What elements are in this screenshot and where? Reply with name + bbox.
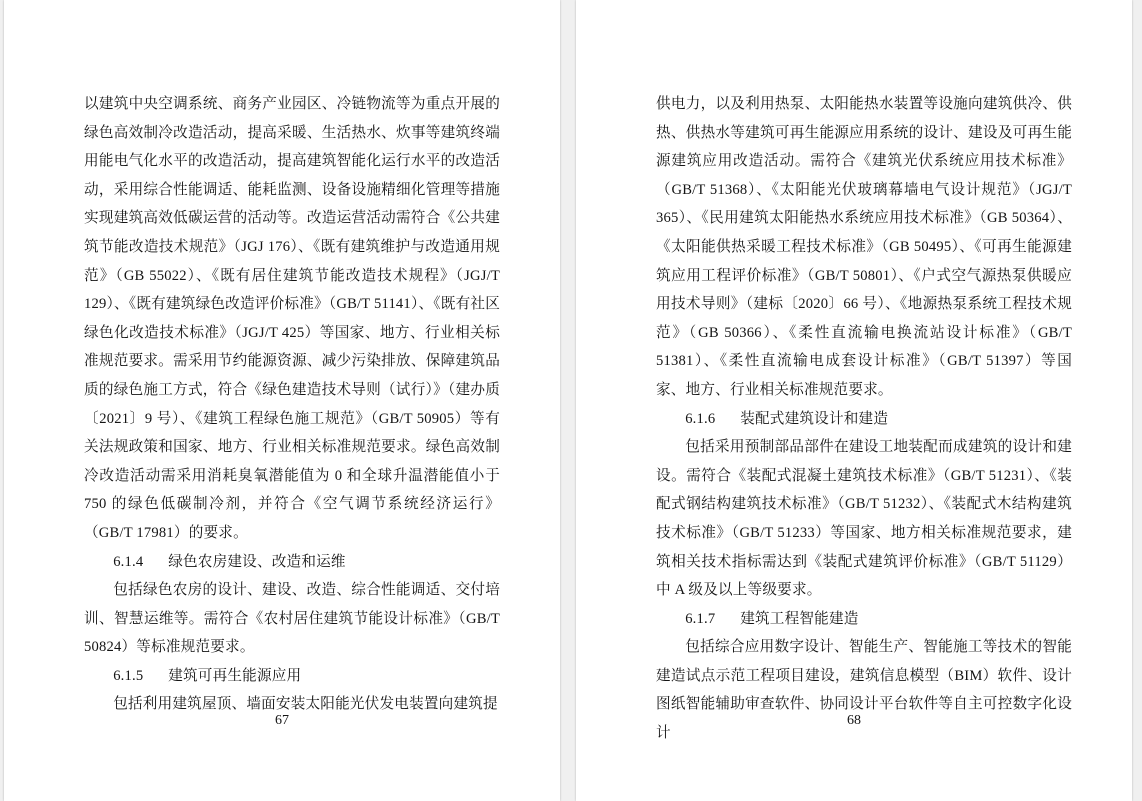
section-number: 6.1.4 [113, 553, 144, 570]
section-heading [84, 548, 500, 577]
document-page-67 [4, 0, 560, 801]
section-title: 建筑可再生能源应用 [168, 667, 302, 684]
section-number: 6.1.6 [685, 410, 716, 427]
paragraph: 以建筑中央空调系统、商务产业园区、冷链物流等为重点开展的绿色高效制冷改造活动，提高采暖、生活热水、炊事等建筑终端用能电气化水平的改造活动，提高建筑智能化运行水平的改造活动，采用综合性能调适、能耗监测、设备设施精细化管理等措施实现建筑高效低碳运营的活动等。改造运营活动需符合《公共建筑节能改造技术规范》（JGJ 176）、《既有建筑维护与改造通用规范》（GB 55022）、《既有居住建筑节能改造技术规程》（JGJ/T 129）、《既有建筑绿色改造评价标准》（GB/T 51141）、《既有社区绿色化改造技术标准》（JGJ/T 425）等国家、地方、行业相关标准规范要求。需采用节约能源资源、减少污染排放、保障建筑品质的绿色施工方式，符合《绿色建造技术导则（试行）》（建办质〔2021〕9 号）、《建筑工程绿色施工规范》（GB/T 50905）等有关法规政策和国家、地方、行业相关标准规范要求。绿色高效制冷改造活动需采用消耗臭氧潜能值为 0 和全球升温潜能值小于 750 的绿色低碳制冷剂，并符合《空气调节系统经济运行》（GB/T 17981）的要求。 [84, 96, 500, 541]
section-number: 6.1.5 [113, 667, 144, 684]
page-number: 68 [847, 713, 861, 728]
section-title: 装配式建筑设计和建造 [740, 410, 889, 427]
page-content-68 [656, 90, 1072, 742]
page-number: 67 [275, 713, 289, 728]
paragraph: 供电力，以及利用热泵、太阳能热水装置等设施向建筑供冷、供热、供热水等建筑可再生能源应用系统的设计、建设及可再生能源建筑应用改造活动。需符合《建筑光伏系统应用技术标准》（GB/T 51368）、《太阳能光伏玻璃幕墙电气设计规范》（JGJ/T 365）、《民用建筑太阳能热水系统应用技术标准》（GB 50364）、《太阳能供热采暖工程技术标准》（GB 50495）、《可再生能源建筑应用工程评价标准》（GB/T 50801）、《户式空气源热泵供暖应用技术导则》（建标〔2020〕66 号）、《地源热泵系统工程技术规范》（GB 50366）、《柔性直流输电换流站设计标准》（GB/T 51381）、《柔性直流输电成套设计标准》（GB/T 51397）等国家、地方、行业相关标准规范要求。 [656, 96, 1072, 398]
section-heading [84, 662, 500, 691]
section-title: 绿色农房建设、改造和运维 [168, 553, 346, 570]
paragraph: 包括采用预制部品部件在建设工地装配而成建筑的设计和建设。需符合《装配式混凝土建筑技术标准》（GB/T 51231）、《装配式钢结构建筑技术标准》（GB/T 51232）、《装配式木结构建筑技术标准》（GB/T 51233）等国家、地方相关标准规范要求，建筑相关技术指标需达到《装配式建筑评价标准》（GB/T 51129）中 A 级及以上等级要求。 [656, 439, 1072, 599]
section-heading [656, 605, 1072, 634]
document-page-68 [576, 0, 1132, 801]
section-title: 建筑工程智能建造 [740, 610, 859, 627]
paragraph: 包括综合应用数字设计、智能生产、智能施工等技术的智能建造试点示范工程项目建设，建筑信息模型（BIM）软件、设计图纸智能辅助审查软件、协同设计平台软件等自主可控数字化设计 [656, 639, 1072, 742]
page-content-67 [84, 90, 500, 713]
paragraph: 包括绿色农房的设计、建设、改造、综合性能调适、交付培训、智慧运维等。需符合《农村居住建筑节能设计标准》（GB/T 50824）等标准规范要求。 [84, 582, 500, 656]
paragraph: 包括利用建筑屋顶、墙面安装太阳能光伏发电装置向建筑提 [113, 696, 498, 713]
section-heading [656, 405, 1072, 434]
section-number: 6.1.7 [685, 610, 716, 627]
